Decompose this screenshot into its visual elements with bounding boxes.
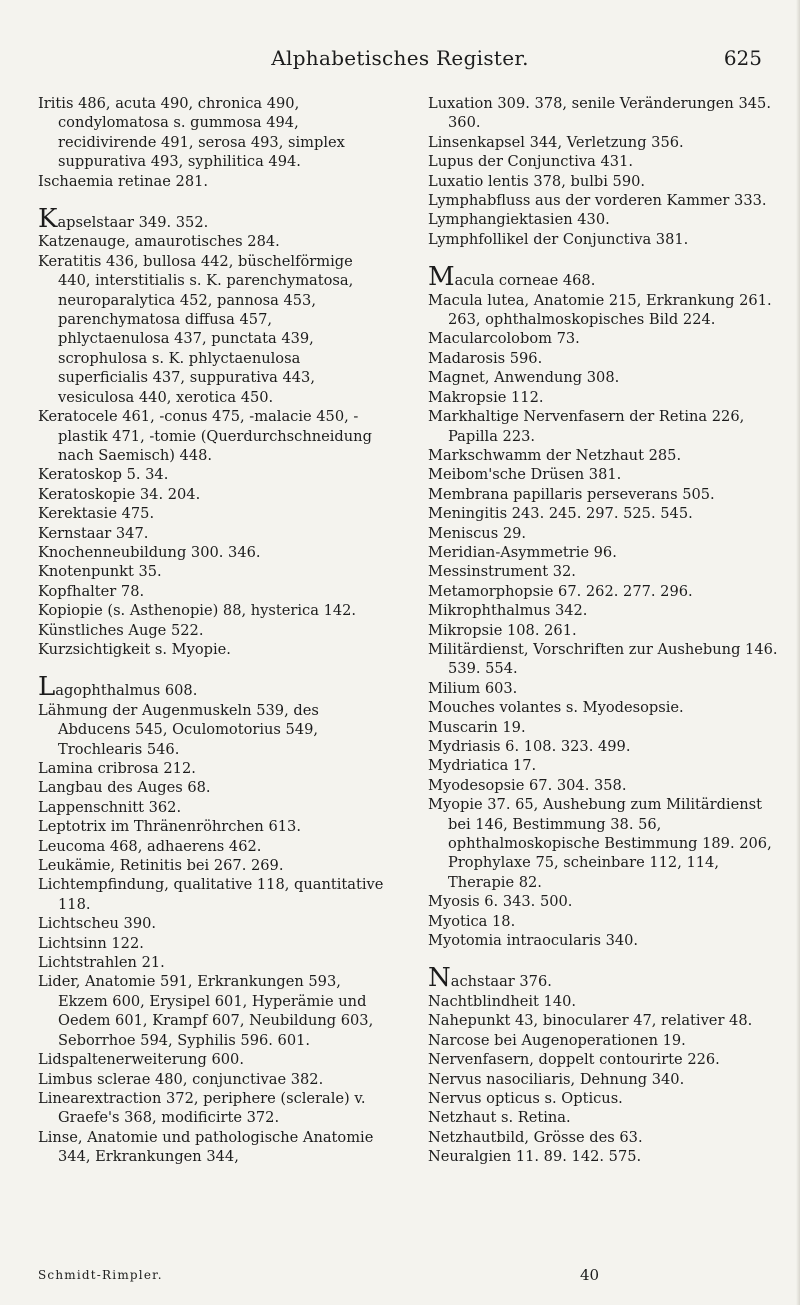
index-entry: Meridian-Asymmetrie 96. [428,543,617,561]
index-entry: Mydriasis 6. 108. 323. 499. [428,738,631,755]
index-entry: Keratoskop 5. 34. [38,466,169,484]
index-entry: Kopiopie (s. Asthenopie) 88, hysterica 142. [38,602,357,620]
index-entry: Keratitis 436, bullosa 442, büschelförmige 440, interstitialis s. K. parenchymatosa, neuroparalytica 452, pannosa 453, parenchymatosa diffusa 457, phlyctaenulosa 437, punctata 439, scrophulosa s. K. phlyctaenulosa superficialis 437, suppurativa 443, vesiculosa 440, xerotica 450. [38,252,354,406]
index-entry: Lichtempfindung, qualitative 118, quantitative 118. [38,876,384,913]
index-entry: Myosis 6. 343. 500. [428,893,573,911]
index-entry: Neuralgien 11. 89. 142. 575. [428,1148,642,1166]
index-entry: Mydriatica 17. [428,757,537,775]
index-entry: Macula corneae 468. [428,262,596,293]
index-entry: Nervus nasociliaris, Dehnung 340. [428,1070,685,1088]
index-entry: Lymphangiektasien 430. [428,211,610,229]
page-header [0,46,800,76]
index-entry: Kerektasie 475. [38,505,155,523]
index-entry: Myopie 37. 65, Aushebung zum Militärdienst bei 146, Bestimmung 38. 56, ophthalmoskopische Bestimmung 189. 206, Prophylaxe 75, scheinbare 112, 114, Therapie 82. [428,796,772,891]
index-entry: Lymphfollikel der Conjunctiva 381. [428,230,689,248]
index-entry: Nervenfasern, doppelt contourirte 226. [428,1051,720,1069]
index-entry: Milium 603. [428,679,518,697]
index-entry: Lappenschnitt 362. [38,798,182,816]
footer-author: Schmidt-Rimpler. [38,1268,163,1282]
index-entry: Netzhaut s. Retina. [428,1109,571,1127]
index-entry: Kapselstaar 349. 352. [38,204,209,235]
index-entry: Langbau des Auges 68. [38,779,211,797]
index-entry: Lymphabfluss aus der vorderen Kammer 333. [428,192,767,210]
index-entry: Limbus sclerae 480, conjunctivae 382. [38,1070,324,1088]
index-entry: Nahepunkt 43, binocularer 47, relativer 48. [428,1012,753,1030]
index-entry: Ischaemia retinae 281. [38,172,209,190]
index-entry: Katzenauge, amaurotisches 284. [38,233,280,251]
index-entry: Knochenneubildung 300. 346. [38,543,261,561]
index-entry: Netzhautbild, Grösse des 63. [428,1128,643,1146]
index-entry: Linsenkapsel 344, Verletzung 356. [428,133,684,151]
index-entry: Membrana papillaris perseverans 505. [428,485,715,503]
index-entry: Markhaltige Nervenfasern der Retina 226, Papilla 223. [428,408,745,445]
index-entry: Myotomia intraocularis 340. [428,932,639,950]
index-entry: Magnet, Anwendung 308. [428,369,620,387]
index-entry: Myodesopsie 67. 304. 358. [428,776,627,794]
index-entry: Lupus der Conjunctiva 431. [428,153,634,171]
index-entry: Keratocele 461, -conus 475, -malacie 450, -plastik 471, -tomie (Querdurchschneidung nach Saemisch) 448. [38,408,372,464]
index-entry: Leucoma 468, adhaerens 462. [38,837,262,855]
index-entry: Keratoskopie 34. 204. [38,485,201,503]
index-entry: Militärdienst, Vorschriften zur Aushebung 146. 539. 554. [428,640,778,678]
index-entry: Messinstrument 32. [428,563,576,581]
index-entry: Leptotrix im Thränenröhrchen 613. [38,818,301,836]
index-entry: Lichtscheu 390. [38,915,157,933]
index-entry: Lider, Anatomie 591, Erkrankungen 593, Ekzem 600, Erysipel 601, Hyperämie und Oedem 601, Krampf 607, Neubildung 603, Seborrhoe 594, Syphilis 596. 601. [38,973,374,1049]
index-entry: Makropsie 112. [428,388,544,406]
index-entry: Kernstaar 347. [38,524,149,542]
index-entry: Knotenpunkt 35. [38,563,162,581]
index-column-right [428,94,780,1167]
index-entry: Meniscus 29. [428,524,527,542]
index-entry: Iritis 486, acuta 490, chronica 490, condylomatosa s. gummosa 494, recidivirende 491, serosa 493, simplex suppurativa 493, syphilitica 494. [38,95,345,171]
index-entry: Nachstaar 376. [428,963,552,994]
index-entry: Markschwamm der Netzhaut 285. [428,446,682,464]
index-entry: Meibom'sche Drüsen 381. [428,466,622,484]
page-number: 625 [723,46,762,70]
running-title: Alphabetisches Register. [271,46,529,70]
index-entry: Lagophthalmus 608. [38,672,198,703]
index-entry: Mouches volantes s. Myodesopsie. [428,699,684,717]
index-entry: Macularcolobom 73. [428,330,580,348]
index-entry: Madarosis 596. [428,349,543,367]
page-edge [796,0,800,1305]
index-entry: Metamorphopsie 67. 262. 277. 296. [428,582,693,600]
index-entry: Leukämie, Retinitis bei 267. 269. [38,857,284,875]
index-entry: Linearextraction 372, periphere (sclerale) v. Graefe's 368, modificirte 372. [38,1089,366,1127]
index-entry: Lidspaltenerweiterung 600. [38,1051,244,1069]
signature-mark: 40 [580,1266,600,1284]
index-entry: Nachtblindheit 140. [428,992,577,1010]
index-entry: Lamina cribrosa 212. [38,760,196,777]
index-entry: Meningitis 243. 245. 297. 525. 545. [428,505,693,523]
index-entry: Kopfhalter 78. [38,582,145,600]
index-entry: Macula lutea, Anatomie 215, Erkrankung 261. 263, ophthalmoskopisches Bild 224. [428,291,772,329]
index-entry: Lichtsinn 122. [38,934,144,952]
index-entry: Lichtstrahlen 21. [38,954,165,972]
index-entry: Muscarin 19. [428,718,526,736]
index-entry: Linse, Anatomie und pathologische Anatomie 344, Erkrankungen 344, [38,1128,374,1166]
index-entry: Mikropsie 108. 261. [428,621,577,639]
index-entry: Mikrophthalmus 342. [428,602,588,620]
index-entry: Luxatio lentis 378, bulbi 590. [428,172,646,190]
index-entry: Luxation 309. 378, senile Veränderungen 345. 360. [428,95,771,132]
index-entry: Narcose bei Augenoperationen 19. [428,1031,686,1049]
index-entry: Künstliches Auge 522. [38,621,204,639]
index-entry: Kurzsichtigkeit s. Myopie. [38,640,231,658]
index-entry: Myotica 18. [428,912,516,930]
index-column-left [38,94,386,1167]
index-entry: Lähmung der Augenmuskeln 539, des Abducens 545, Oculomotorius 549, Trochlearis 546. [38,701,319,758]
index-entry: Nervus opticus s. Opticus. [428,1089,623,1107]
